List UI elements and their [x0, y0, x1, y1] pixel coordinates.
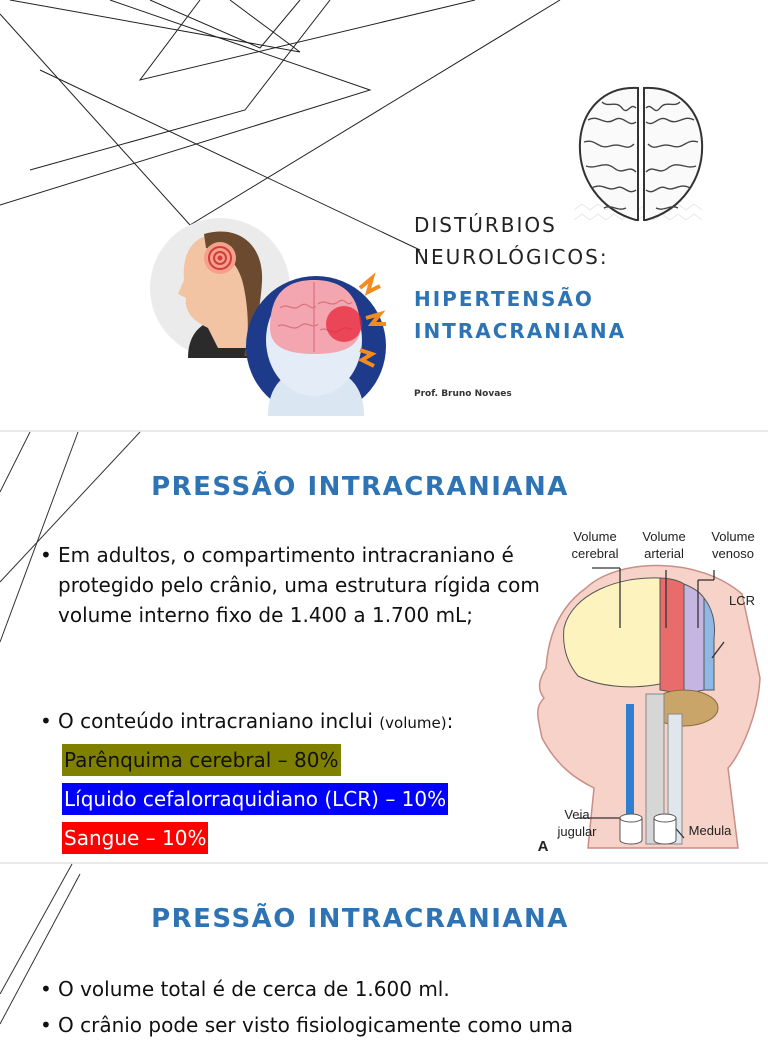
- bullet-1: [40, 974, 720, 1004]
- headache-illustration: [148, 218, 388, 418]
- bullet-2-colon: :: [446, 709, 454, 733]
- label-panel-a: A: [537, 838, 549, 855]
- item-sangue: Sangue – 10%: [62, 822, 208, 854]
- bullet-dot: •: [40, 709, 52, 733]
- brain-illustration: [574, 80, 708, 230]
- label-volume-arterial: Volume arterial: [642, 529, 686, 561]
- label-volume-venoso: Volume venoso: [711, 529, 755, 561]
- bullet-2: [40, 706, 545, 738]
- bullet-1-text: Em adultos, o compartimento intracraniano é protegido pelo crânio, uma estrutura rígida com volume interno fixo de 1.400 a 1.700 mL;: [58, 543, 540, 627]
- bullet-dot: •: [40, 543, 52, 567]
- slide-heading: PRESSÃO INTRACRANIANA: [151, 904, 569, 934]
- bullet-1-text: O volume total é de cerca de 1.600 ml.: [58, 977, 450, 1001]
- title-slide: [0, 0, 768, 430]
- subtitle-line-1: HIPERTENSÃO: [414, 287, 594, 311]
- label-veia-jugular: Veia jugular: [557, 807, 597, 839]
- subtitle-line-2: INTRACRANIANA: [414, 319, 627, 343]
- content-slide-partial: [0, 864, 768, 1037]
- title-line-1: DISTÚRBIOS: [414, 213, 557, 237]
- slide-heading: PRESSÃO INTRACRANIANA: [151, 472, 569, 502]
- content-slide: [0, 432, 768, 862]
- bullet-2-text: O conteúdo intracraniano inclui: [58, 709, 380, 733]
- title-line-2: NEUROLÓGICOS:: [414, 245, 609, 269]
- label-lcr: LCR: [728, 593, 755, 608]
- label-volume-cerebral: Volume cerebral: [571, 529, 619, 561]
- label-medula: Medula: [688, 823, 732, 838]
- bullet-2-small: (volume): [379, 714, 447, 732]
- bullet-2-text: O crânio pode ser visto fisiologicamente como uma: [58, 1013, 574, 1037]
- bullet-1: [40, 540, 545, 630]
- item-parenquima: Parênquima cerebral – 80%: [62, 744, 341, 776]
- item-lcr: Líquido cefalorraquidiano (LCR) – 10%: [62, 783, 448, 815]
- bullet-dot: •: [40, 977, 52, 1001]
- author: Prof. Bruno Novaes: [414, 389, 512, 399]
- bullet-dot: •: [40, 1013, 52, 1037]
- bullet-2: [40, 1010, 740, 1040]
